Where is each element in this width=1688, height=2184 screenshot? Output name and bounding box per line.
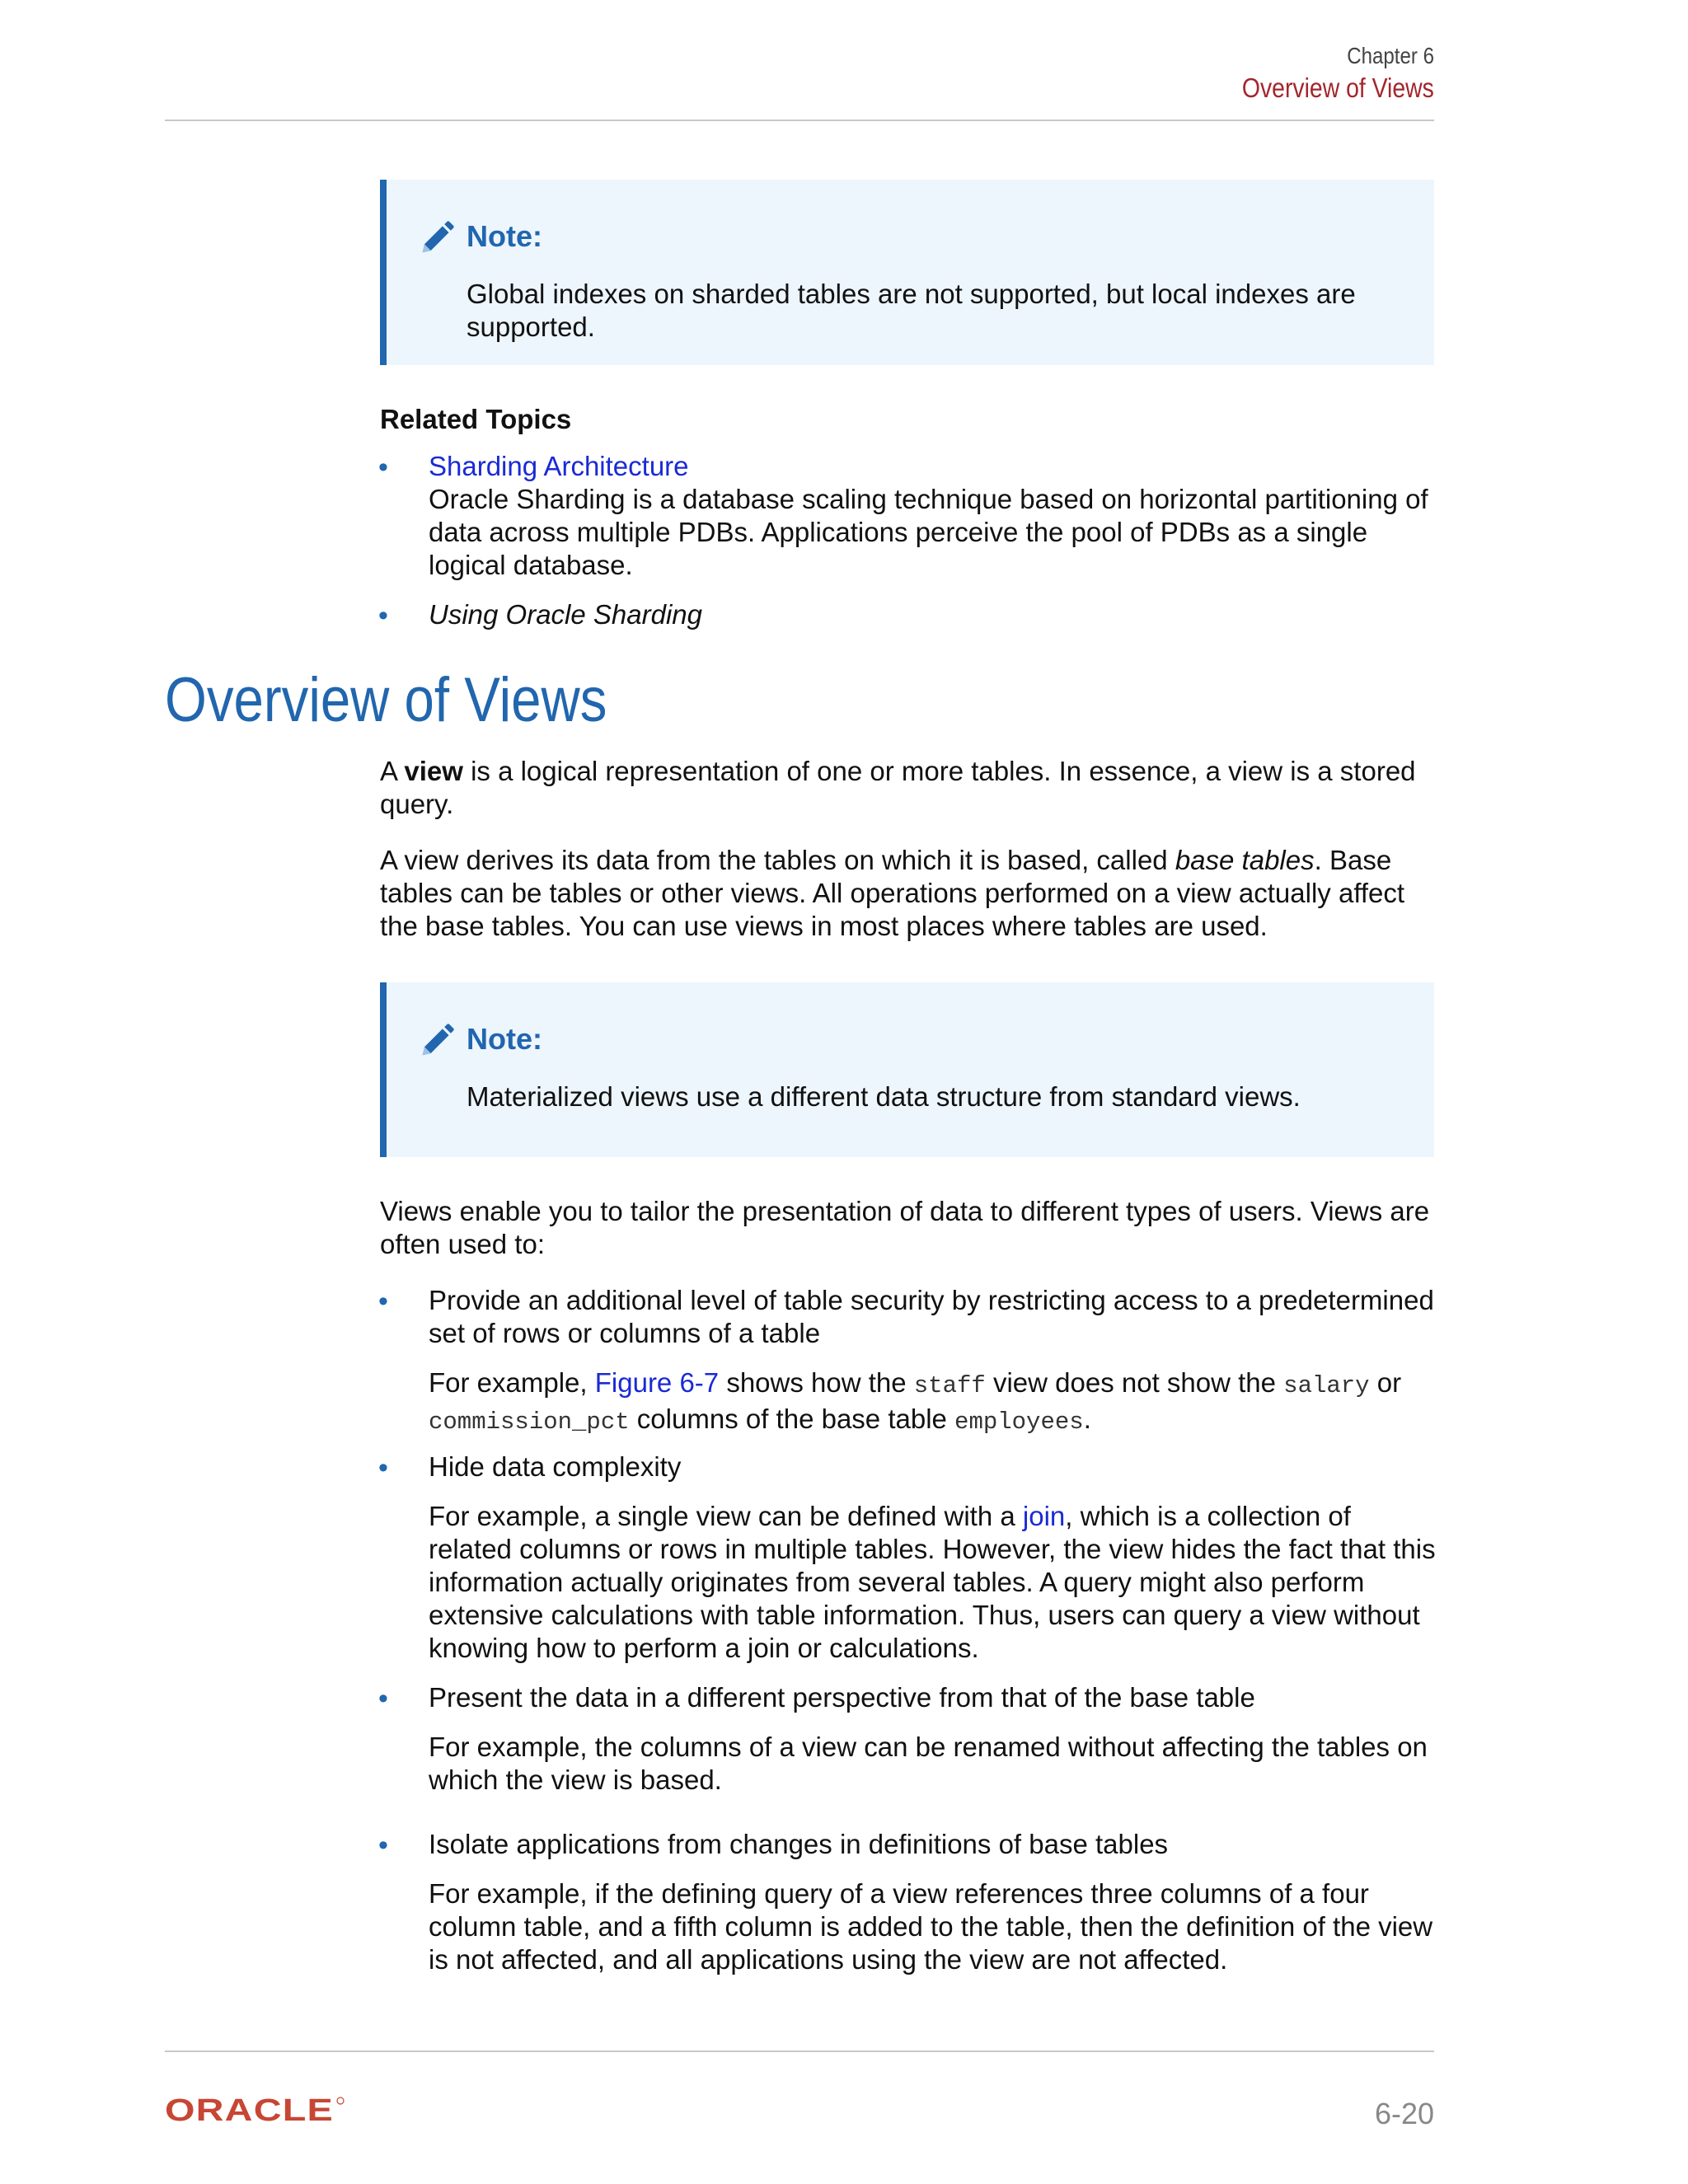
bullet: • bbox=[378, 600, 388, 631]
header-section: Overview of Views bbox=[1242, 73, 1434, 103]
page-number: 6-20 bbox=[1374, 2097, 1434, 2130]
note-body: Materialized views use a different data structure from standard views. bbox=[467, 1081, 1301, 1112]
list-item bbox=[429, 1284, 1438, 1439]
bullet: • bbox=[378, 1683, 388, 1714]
pencil-icon bbox=[418, 1022, 456, 1060]
text: , which is a collection of related columns or rows in multiple tables. However, the view hides the fact that this information actually originates from several tables. A query might also perform extensive calculations with table information. Thus, users can query a view without knowing how to perform a join or calculations. bbox=[429, 1501, 1436, 1663]
bullet: • bbox=[378, 452, 388, 483]
note-box bbox=[380, 180, 1434, 365]
link-join[interactable]: join bbox=[1022, 1501, 1066, 1531]
page-header bbox=[165, 0, 1434, 121]
text: . bbox=[1083, 1404, 1091, 1434]
text: shows how the bbox=[719, 1367, 914, 1398]
list-item bbox=[429, 1451, 1438, 1665]
list-item-example bbox=[429, 1366, 1438, 1439]
text: A view derives its data from the tables on which it is based, called bbox=[380, 845, 1175, 875]
list-item-title: Hide data complexity bbox=[429, 1451, 682, 1482]
footer-divider bbox=[165, 2050, 1434, 2052]
text: view does not show the bbox=[985, 1367, 1284, 1398]
text: For example, bbox=[429, 1367, 595, 1398]
link-figure-6-7[interactable]: Figure 6-7 bbox=[594, 1367, 720, 1398]
section-heading: Overview of Views bbox=[165, 665, 607, 735]
text: A bbox=[380, 756, 405, 786]
list-item bbox=[429, 1681, 1438, 1797]
link-sharding-architecture[interactable]: Sharding Architecture bbox=[429, 451, 689, 481]
list-item-example: For example, if the defining query of a view references three columns of a four column table, and a fifth column is added to the table, then the definition of the view is not affected, and all applications using the view are not affected. bbox=[429, 1878, 1433, 1975]
list-item bbox=[429, 1828, 1438, 1976]
paragraph bbox=[380, 755, 1439, 821]
text: For example, a single view can be defined with a bbox=[429, 1501, 1023, 1531]
bullet: • bbox=[378, 1830, 388, 1861]
note-body: Global indexes on sharded tables are not supported, but local indexes are supported. bbox=[467, 279, 1356, 342]
related-item bbox=[429, 598, 1438, 631]
bullet: • bbox=[378, 1452, 388, 1483]
related-item-text: Using Oracle Sharding bbox=[429, 599, 702, 630]
code-salary: salary bbox=[1283, 1372, 1370, 1399]
header-chapter: Chapter 6 bbox=[1347, 43, 1434, 68]
term-view: view bbox=[404, 756, 463, 786]
list-item-title: Provide an additional level of table security by restricting access to a predetermined set of rows or columns of a table bbox=[429, 1285, 1434, 1348]
bullet: • bbox=[378, 1286, 388, 1317]
code-commission-pct: commission_pct bbox=[429, 1408, 630, 1436]
note-title: Note: bbox=[467, 1022, 542, 1056]
paragraph: Views enable you to tailor the presentation of data to different types of users. Views are often used to: bbox=[380, 1196, 1430, 1259]
text: is a logical representation of one or more tables. In essence, a view is a stored query. bbox=[380, 756, 1416, 819]
paragraph bbox=[380, 844, 1439, 943]
code-staff: staff bbox=[913, 1372, 986, 1399]
note-title: Note: bbox=[467, 219, 542, 253]
text: . Base tables can be tables or other views. All operations performed on a view actually affect the base tables. You can use views in most places where tables are used. bbox=[380, 845, 1405, 941]
oracle-logo bbox=[165, 2093, 346, 2126]
related-item-desc: Oracle Sharding is a database scaling technique based on horizontal partitioning of data across multiple PDBs. Applications perceive the pool of PDBs as a single logical database. bbox=[429, 484, 1428, 580]
code-employees: employees bbox=[954, 1408, 1084, 1436]
list-item-example: For example, the columns of a view can be renamed without affecting the tables on which the view is based. bbox=[429, 1732, 1428, 1795]
text: columns of the base table bbox=[629, 1404, 955, 1434]
related-topics-title: Related Topics bbox=[380, 404, 572, 434]
text: or bbox=[1369, 1367, 1402, 1398]
pencil-icon bbox=[418, 219, 456, 257]
logo-text: ORACLE bbox=[165, 2093, 334, 2126]
list-item-title: Present the data in a different perspective from that of the base table bbox=[429, 1682, 1255, 1713]
list-item-example bbox=[429, 1500, 1438, 1665]
related-item bbox=[429, 450, 1438, 582]
term-base-tables: base tables bbox=[1175, 845, 1315, 875]
list-item-title: Isolate applications from changes in definitions of base tables bbox=[429, 1829, 1169, 1859]
note-box bbox=[380, 982, 1434, 1157]
